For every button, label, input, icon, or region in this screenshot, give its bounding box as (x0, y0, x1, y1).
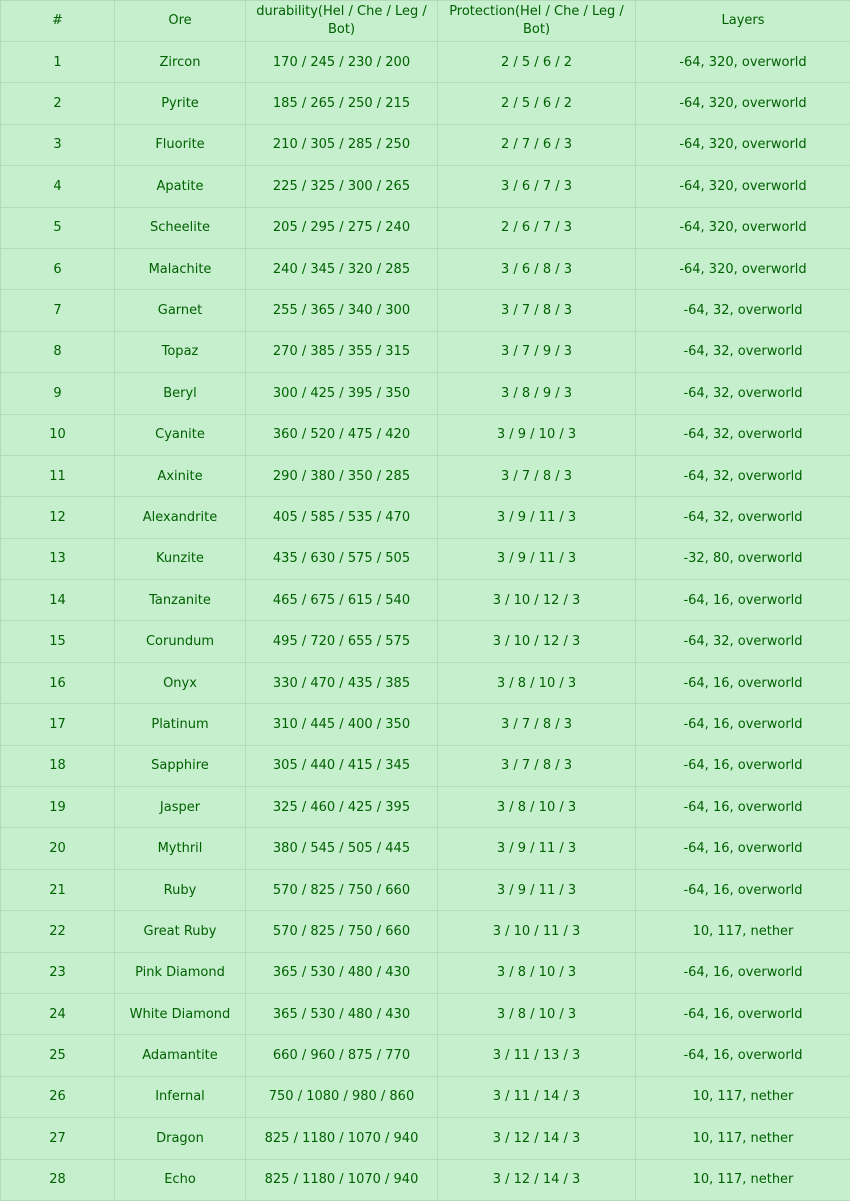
cell-ore: Onyx (115, 662, 246, 703)
cell-ore: White Diamond (115, 993, 246, 1034)
cell-ore: Topaz (115, 331, 246, 372)
cell-durability: 310 / 445 / 400 / 350 (246, 704, 438, 745)
cell-durability: 435 / 630 / 575 / 505 (246, 538, 438, 579)
table-row (1, 662, 850, 703)
cell-layers: -64, 320, overworld (636, 83, 850, 124)
cell-number: 14 (1, 580, 115, 621)
cell-durability: 330 / 470 / 435 / 385 (246, 662, 438, 703)
cell-protection: 3 / 12 / 14 / 3 (438, 1159, 636, 1200)
cell-durability: 225 / 325 / 300 / 265 (246, 166, 438, 207)
header-protection: Protection(Hel / Che / Leg / Bot) (438, 1, 636, 42)
table-header (1, 1, 850, 42)
cell-ore: Jasper (115, 787, 246, 828)
cell-durability: 365 / 530 / 480 / 430 (246, 993, 438, 1034)
cell-protection: 3 / 9 / 11 / 3 (438, 828, 636, 869)
cell-layers: -64, 16, overworld (636, 745, 850, 786)
cell-number: 26 (1, 1076, 115, 1117)
table-row (1, 42, 850, 83)
cell-protection: 3 / 8 / 10 / 3 (438, 787, 636, 828)
cell-durability: 270 / 385 / 355 / 315 (246, 331, 438, 372)
cell-layers: -32, 80, overworld (636, 538, 850, 579)
cell-protection: 2 / 5 / 6 / 2 (438, 42, 636, 83)
cell-number: 7 (1, 290, 115, 331)
cell-layers: 10, 117, nether (636, 911, 850, 952)
cell-number: 18 (1, 745, 115, 786)
cell-layers: 10, 117, nether (636, 1159, 850, 1200)
cell-layers: -64, 320, overworld (636, 42, 850, 83)
cell-number: 19 (1, 787, 115, 828)
cell-layers: -64, 16, overworld (636, 580, 850, 621)
cell-durability: 380 / 545 / 505 / 445 (246, 828, 438, 869)
cell-layers: -64, 16, overworld (636, 869, 850, 910)
cell-protection: 3 / 10 / 12 / 3 (438, 580, 636, 621)
table-row (1, 787, 850, 828)
cell-protection: 3 / 9 / 11 / 3 (438, 497, 636, 538)
cell-number: 20 (1, 828, 115, 869)
cell-layers: -64, 320, overworld (636, 248, 850, 289)
cell-number: 4 (1, 166, 115, 207)
cell-protection: 3 / 10 / 12 / 3 (438, 621, 636, 662)
cell-number: 27 (1, 1118, 115, 1159)
cell-durability: 305 / 440 / 415 / 345 (246, 745, 438, 786)
cell-ore: Axinite (115, 455, 246, 496)
cell-number: 15 (1, 621, 115, 662)
table-row (1, 248, 850, 289)
header-ore: Ore (115, 1, 246, 42)
table-row (1, 414, 850, 455)
cell-durability: 465 / 675 / 615 / 540 (246, 580, 438, 621)
cell-ore: Infernal (115, 1076, 246, 1117)
cell-number: 10 (1, 414, 115, 455)
cell-layers: -64, 320, overworld (636, 207, 850, 248)
cell-protection: 3 / 6 / 7 / 3 (438, 166, 636, 207)
cell-layers: -64, 16, overworld (636, 828, 850, 869)
table-row (1, 1118, 850, 1159)
cell-ore: Cyanite (115, 414, 246, 455)
cell-ore: Zircon (115, 42, 246, 83)
table-row (1, 621, 850, 662)
header-number: # (1, 1, 115, 42)
cell-protection: 3 / 8 / 9 / 3 (438, 373, 636, 414)
cell-number: 11 (1, 455, 115, 496)
cell-durability: 170 / 245 / 230 / 200 (246, 42, 438, 83)
cell-protection: 3 / 7 / 8 / 3 (438, 745, 636, 786)
cell-layers: -64, 16, overworld (636, 1035, 850, 1076)
cell-durability: 750 / 1080 / 980 / 860 (246, 1076, 438, 1117)
cell-durability: 360 / 520 / 475 / 420 (246, 414, 438, 455)
table-row (1, 207, 850, 248)
cell-durability: 405 / 585 / 535 / 470 (246, 497, 438, 538)
cell-ore: Adamantite (115, 1035, 246, 1076)
cell-durability: 570 / 825 / 750 / 660 (246, 869, 438, 910)
cell-layers: -64, 32, overworld (636, 290, 850, 331)
cell-number: 21 (1, 869, 115, 910)
cell-durability: 240 / 345 / 320 / 285 (246, 248, 438, 289)
cell-protection: 3 / 7 / 8 / 3 (438, 455, 636, 496)
cell-layers: -64, 16, overworld (636, 787, 850, 828)
cell-protection: 3 / 9 / 11 / 3 (438, 869, 636, 910)
cell-protection: 3 / 8 / 10 / 3 (438, 952, 636, 993)
header-row (1, 1, 850, 42)
cell-protection: 3 / 7 / 9 / 3 (438, 331, 636, 372)
cell-protection: 3 / 8 / 10 / 3 (438, 993, 636, 1034)
cell-ore: Apatite (115, 166, 246, 207)
table-row (1, 455, 850, 496)
cell-number: 24 (1, 993, 115, 1034)
cell-layers: -64, 16, overworld (636, 993, 850, 1034)
cell-durability: 205 / 295 / 275 / 240 (246, 207, 438, 248)
table-row (1, 1076, 850, 1117)
cell-ore: Pyrite (115, 83, 246, 124)
cell-number: 22 (1, 911, 115, 952)
cell-number: 28 (1, 1159, 115, 1200)
cell-durability: 255 / 365 / 340 / 300 (246, 290, 438, 331)
header-durability: durability(Hel / Che / Leg / Bot) (246, 1, 438, 42)
cell-durability: 325 / 460 / 425 / 395 (246, 787, 438, 828)
cell-ore: Mythril (115, 828, 246, 869)
cell-durability: 825 / 1180 / 1070 / 940 (246, 1159, 438, 1200)
table-row (1, 83, 850, 124)
cell-durability: 825 / 1180 / 1070 / 940 (246, 1118, 438, 1159)
table-row (1, 166, 850, 207)
table-row (1, 1159, 850, 1200)
cell-ore: Sapphire (115, 745, 246, 786)
cell-ore: Echo (115, 1159, 246, 1200)
cell-number: 9 (1, 373, 115, 414)
cell-protection: 3 / 10 / 11 / 3 (438, 911, 636, 952)
cell-durability: 185 / 265 / 250 / 215 (246, 83, 438, 124)
cell-durability: 495 / 720 / 655 / 575 (246, 621, 438, 662)
cell-durability: 660 / 960 / 875 / 770 (246, 1035, 438, 1076)
cell-layers: -64, 32, overworld (636, 621, 850, 662)
cell-ore: Tanzanite (115, 580, 246, 621)
cell-ore: Pink Diamond (115, 952, 246, 993)
cell-number: 12 (1, 497, 115, 538)
cell-ore: Dragon (115, 1118, 246, 1159)
cell-protection: 2 / 7 / 6 / 3 (438, 124, 636, 165)
cell-durability: 290 / 380 / 350 / 285 (246, 455, 438, 496)
cell-protection: 3 / 8 / 10 / 3 (438, 662, 636, 703)
table-row (1, 828, 850, 869)
cell-layers: -64, 32, overworld (636, 497, 850, 538)
cell-number: 3 (1, 124, 115, 165)
cell-protection: 3 / 12 / 14 / 3 (438, 1118, 636, 1159)
cell-layers: -64, 16, overworld (636, 952, 850, 993)
table-row (1, 869, 850, 910)
cell-layers: 10, 117, nether (636, 1118, 850, 1159)
cell-ore: Scheelite (115, 207, 246, 248)
table-row (1, 952, 850, 993)
cell-number: 2 (1, 83, 115, 124)
cell-protection: 3 / 11 / 14 / 3 (438, 1076, 636, 1117)
table-row (1, 704, 850, 745)
cell-layers: -64, 32, overworld (636, 455, 850, 496)
table-row (1, 373, 850, 414)
cell-layers: 10, 117, nether (636, 1076, 850, 1117)
table-row (1, 1035, 850, 1076)
cell-protection: 2 / 5 / 6 / 2 (438, 83, 636, 124)
cell-ore: Great Ruby (115, 911, 246, 952)
cell-durability: 210 / 305 / 285 / 250 (246, 124, 438, 165)
cell-ore: Corundum (115, 621, 246, 662)
cell-number: 25 (1, 1035, 115, 1076)
cell-protection: 3 / 11 / 13 / 3 (438, 1035, 636, 1076)
cell-layers: -64, 320, overworld (636, 124, 850, 165)
cell-protection: 3 / 9 / 11 / 3 (438, 538, 636, 579)
cell-number: 13 (1, 538, 115, 579)
cell-protection: 3 / 6 / 8 / 3 (438, 248, 636, 289)
cell-protection: 2 / 6 / 7 / 3 (438, 207, 636, 248)
table-row (1, 745, 850, 786)
cell-durability: 570 / 825 / 750 / 660 (246, 911, 438, 952)
cell-ore: Alexandrite (115, 497, 246, 538)
cell-ore: Malachite (115, 248, 246, 289)
cell-protection: 3 / 7 / 8 / 3 (438, 704, 636, 745)
cell-number: 1 (1, 42, 115, 83)
cell-number: 16 (1, 662, 115, 703)
table-row (1, 290, 850, 331)
cell-ore: Fluorite (115, 124, 246, 165)
table-row (1, 497, 850, 538)
table-body (1, 42, 850, 1201)
cell-ore: Ruby (115, 869, 246, 910)
cell-ore: Kunzite (115, 538, 246, 579)
cell-durability: 300 / 425 / 395 / 350 (246, 373, 438, 414)
cell-durability: 365 / 530 / 480 / 430 (246, 952, 438, 993)
cell-number: 17 (1, 704, 115, 745)
table-row (1, 331, 850, 372)
cell-ore: Platinum (115, 704, 246, 745)
table-row (1, 538, 850, 579)
header-layers: Layers (636, 1, 850, 42)
table-row (1, 911, 850, 952)
table-row (1, 580, 850, 621)
cell-ore: Beryl (115, 373, 246, 414)
cell-number: 23 (1, 952, 115, 993)
cell-layers: -64, 32, overworld (636, 331, 850, 372)
cell-number: 6 (1, 248, 115, 289)
cell-ore: Garnet (115, 290, 246, 331)
cell-layers: -64, 16, overworld (636, 704, 850, 745)
cell-layers: -64, 16, overworld (636, 662, 850, 703)
cell-layers: -64, 32, overworld (636, 414, 850, 455)
cell-protection: 3 / 9 / 10 / 3 (438, 414, 636, 455)
cell-layers: -64, 32, overworld (636, 373, 850, 414)
cell-layers: -64, 320, overworld (636, 166, 850, 207)
cell-number: 8 (1, 331, 115, 372)
table-row (1, 993, 850, 1034)
table-row (1, 124, 850, 165)
cell-number: 5 (1, 207, 115, 248)
cell-protection: 3 / 7 / 8 / 3 (438, 290, 636, 331)
